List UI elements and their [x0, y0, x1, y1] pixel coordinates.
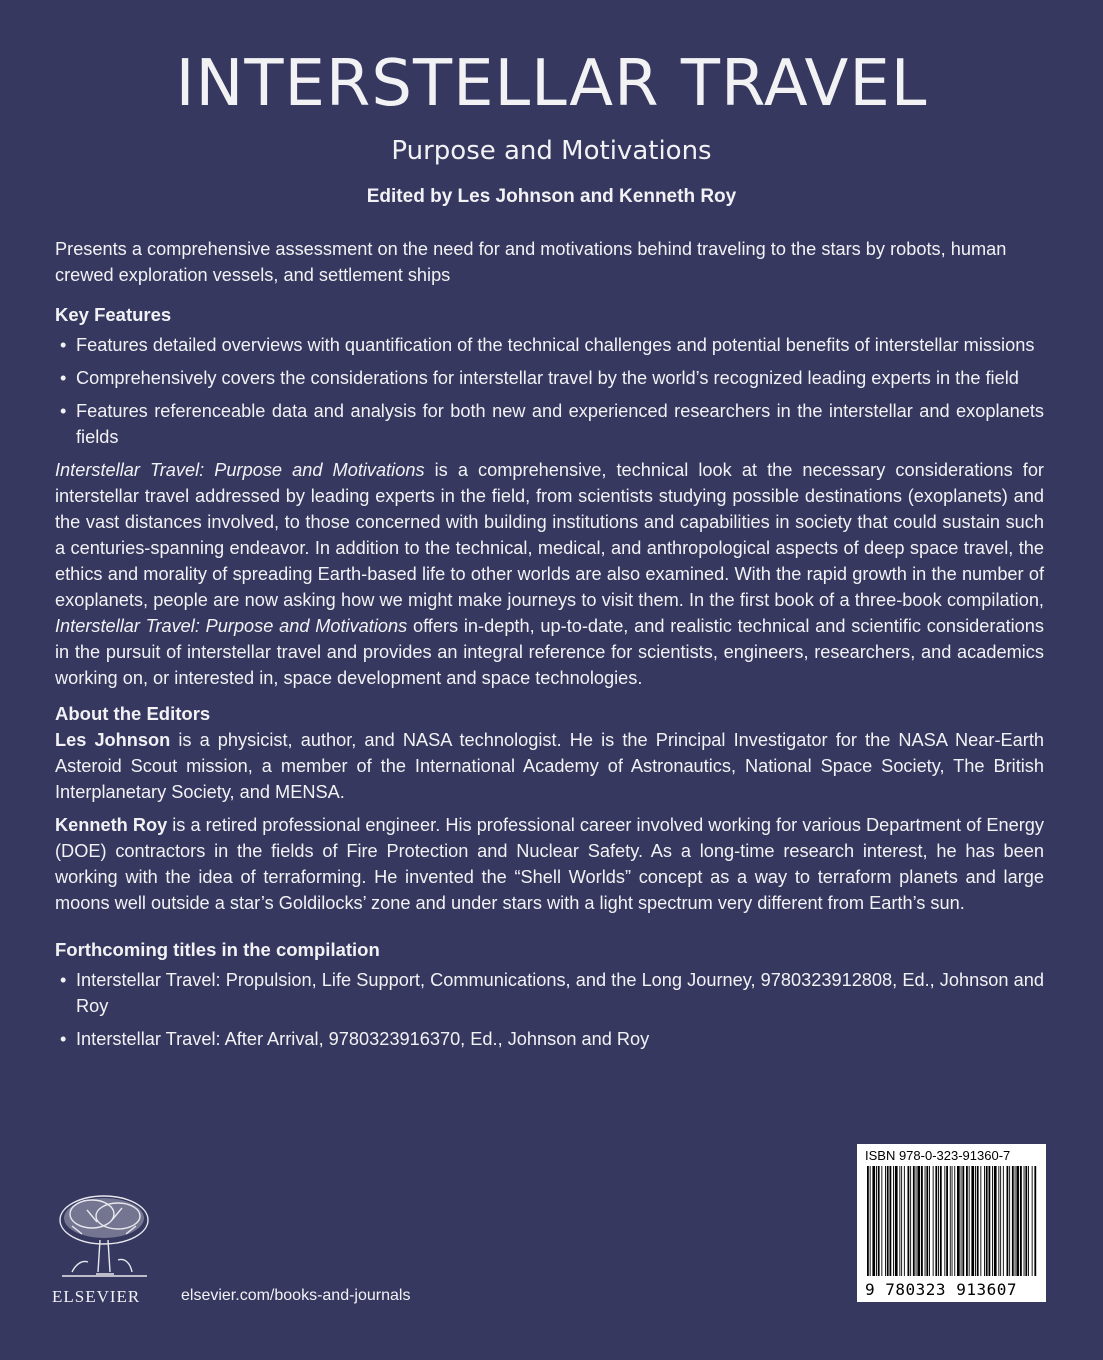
barcode-bar: [961, 1166, 962, 1276]
barcode-bar: [994, 1166, 997, 1276]
barcode-bar: [971, 1166, 974, 1276]
description-text: offers in-depth, up-to-date, and realistic technical and scientific considerations in the pursuit of interstellar travel and provides an integral reference for scientists, engineers, researchers, and academics working on, or interested in, space development and space technologies.: [55, 616, 1044, 688]
barcode-bar: [1015, 1166, 1016, 1276]
barcode-bar: [901, 1166, 902, 1276]
barcode-bar: [1009, 1166, 1010, 1276]
description-paragraph: [55, 457, 1044, 691]
barcode-bar: [1003, 1166, 1004, 1276]
barcode-bar: [885, 1166, 886, 1276]
barcode-bar: [904, 1166, 905, 1276]
barcode-bar: [878, 1166, 880, 1276]
elsevier-tree-logo-icon: [52, 1190, 157, 1287]
isbn-number: ISBN 978-0-323-91360-7: [865, 1148, 1011, 1163]
intro-paragraph: Presents a comprehensive assessment on the need for and motivations behind traveling to the stars by robots, human crewed exploration vessels, and settlement ships: [55, 239, 1007, 285]
barcode-bar: [916, 1166, 917, 1276]
barcode-bar: [917, 1166, 920, 1276]
forthcoming-heading: Forthcoming titles in the compilation: [55, 939, 380, 960]
barcode-bar: [946, 1166, 948, 1276]
barcode-bar: [1025, 1166, 1027, 1276]
barcode-bar: [890, 1166, 892, 1276]
roy-name: Kenneth Roy: [55, 815, 168, 835]
barcode-bar: [975, 1166, 976, 1276]
johnson-bio-text: is a physicist, author, and NASA technologist. He is the Principal Investigator for the NASA Near-Earth Asteroid Scout mission, a member of the International Academy of Astronautics, National Space Society, The British Interplanetary Society, and MENSA.: [55, 730, 1044, 802]
barcode-digits: 9 780323 913607: [865, 1280, 1017, 1299]
barcode-bar: [962, 1166, 964, 1276]
barcode-bar: [893, 1166, 894, 1276]
publisher-website: elsevier.com/books-and-journals: [181, 1287, 411, 1304]
book-title-italic: Interstellar Travel: Purpose and Motivations: [55, 616, 408, 636]
barcode-bar: [950, 1166, 951, 1276]
barcode-bar: [977, 1166, 979, 1276]
back-cover-content: [55, 236, 1044, 1059]
key-feature-item: • Comprehensively covers the considerations for interstellar travel by the world’s recognized leading experts in the field: [55, 365, 1044, 391]
barcode-bar: [1028, 1166, 1029, 1276]
isbn-barcode: [857, 1144, 1046, 1302]
barcode-bar: [895, 1166, 898, 1276]
barcode-bar: [1007, 1166, 1009, 1276]
barcode-bar: [910, 1166, 911, 1276]
barcode-bar: [992, 1166, 993, 1276]
barcode-bar: [952, 1166, 953, 1276]
barcode-bar: [940, 1166, 942, 1276]
johnson-name: Les Johnson: [55, 730, 171, 750]
book-subtitle: Purpose and Motivations: [391, 136, 712, 166]
barcode-bar: [933, 1166, 934, 1276]
barcode-bar: [938, 1166, 939, 1276]
key-feature-item: • Features referenceable data and analysis for both new and experienced researchers in the interstellar and exoplanets fields: [55, 398, 1044, 450]
barcode-bar: [870, 1166, 871, 1276]
barcode-bar: [899, 1166, 900, 1276]
barcode-bar: [989, 1166, 991, 1276]
barcode-bar: [935, 1166, 937, 1276]
barcode-bar: [1032, 1166, 1033, 1276]
barcode-bar: [954, 1166, 955, 1276]
barcode-bar: [1012, 1166, 1014, 1276]
barcode-bar: [876, 1166, 877, 1276]
barcode-bar: [998, 1166, 999, 1276]
key-features-list: [55, 332, 1044, 450]
publisher-name: ELSEVIER: [52, 1287, 141, 1306]
book-title: INTERSTELLAR TRAVEL: [175, 47, 928, 121]
barcode-bar: [986, 1166, 988, 1276]
about-editors-heading: About the Editors: [55, 703, 211, 724]
barcode-bar: [881, 1166, 882, 1276]
key-features-heading: Key Features: [55, 304, 172, 325]
barcode-bar: [926, 1166, 928, 1276]
barcode-bar: [908, 1166, 910, 1276]
barcode-bar: [1016, 1166, 1019, 1276]
forthcoming-item: • Interstellar Travel: Propulsion, Life Support, Communications, and the Long Journey, 9780323912808, Ed., Johnson and Roy: [55, 967, 1044, 1019]
barcode-bars: [865, 1166, 1040, 1278]
book-title-italic: Interstellar Travel: Purpose and Motivations: [55, 460, 425, 480]
key-feature-item: • Features detailed overviews with quantification of the technical challenges and potential benefits of interstellar missions: [55, 332, 1044, 358]
barcode-bar: [925, 1166, 926, 1276]
barcode-bar: [957, 1166, 960, 1276]
barcode-bar: [944, 1166, 945, 1276]
barcode-bar: [929, 1166, 930, 1276]
barcode-bar: [872, 1166, 875, 1276]
roy-bio: [55, 812, 1044, 916]
barcode-bar: [1024, 1166, 1025, 1276]
barcode-bar: [913, 1166, 915, 1276]
barcode-bar: [984, 1166, 985, 1276]
barcode-bar: [966, 1166, 968, 1276]
barcode-bar: [1034, 1166, 1036, 1276]
forthcoming-item: • Interstellar Travel: After Arrival, 9780323916370, Ed., Johnson and Roy: [55, 1026, 1044, 1052]
barcode-bar: [867, 1166, 869, 1276]
barcode-bar: [980, 1166, 981, 1276]
forthcoming-list: [55, 967, 1044, 1052]
barcode-bar: [969, 1166, 970, 1276]
editors-line: Edited by Les Johnson and Kenneth Roy: [366, 186, 737, 207]
description-text: is a comprehensive, technical look at the necessary considerations for interstellar travel addressed by leading experts in the field, from scientists studying possible destinations (exoplanets) and the vast distances involved, to those concerned with building institutions and capabilities in society that could sustain such a centuries-spanning endeavor. In addition to the technical, medical, and anthropological aspects of deep space travel, the ethics and morality of spreading Earth-based life to other worlds are also examined. With the rapid growth in the number of exoplanets, people are now asking how we might make journeys to visit them. In the first book of a three-book compilation,: [55, 460, 1044, 610]
barcode-bar: [1020, 1166, 1022, 1276]
barcode-bar: [887, 1166, 889, 1276]
barcode-bar: [921, 1166, 923, 1276]
barcode-bar: [1000, 1166, 1001, 1276]
roy-bio-text: is a retired professional engineer. His professional career involved working for various Department of Energy (DOE) contractors in the fields of Fire Protection and Nuclear Safety. As a long-time research interest, he has been working with the idea of terraforming. He invented the “Shell Worlds” concept as a way to terraform planets and large moons well outside a star’s Goldilocks’ zone and under stars with a light spectrum very different from Earth’s sun.: [55, 815, 1044, 913]
johnson-bio: [55, 727, 1044, 805]
